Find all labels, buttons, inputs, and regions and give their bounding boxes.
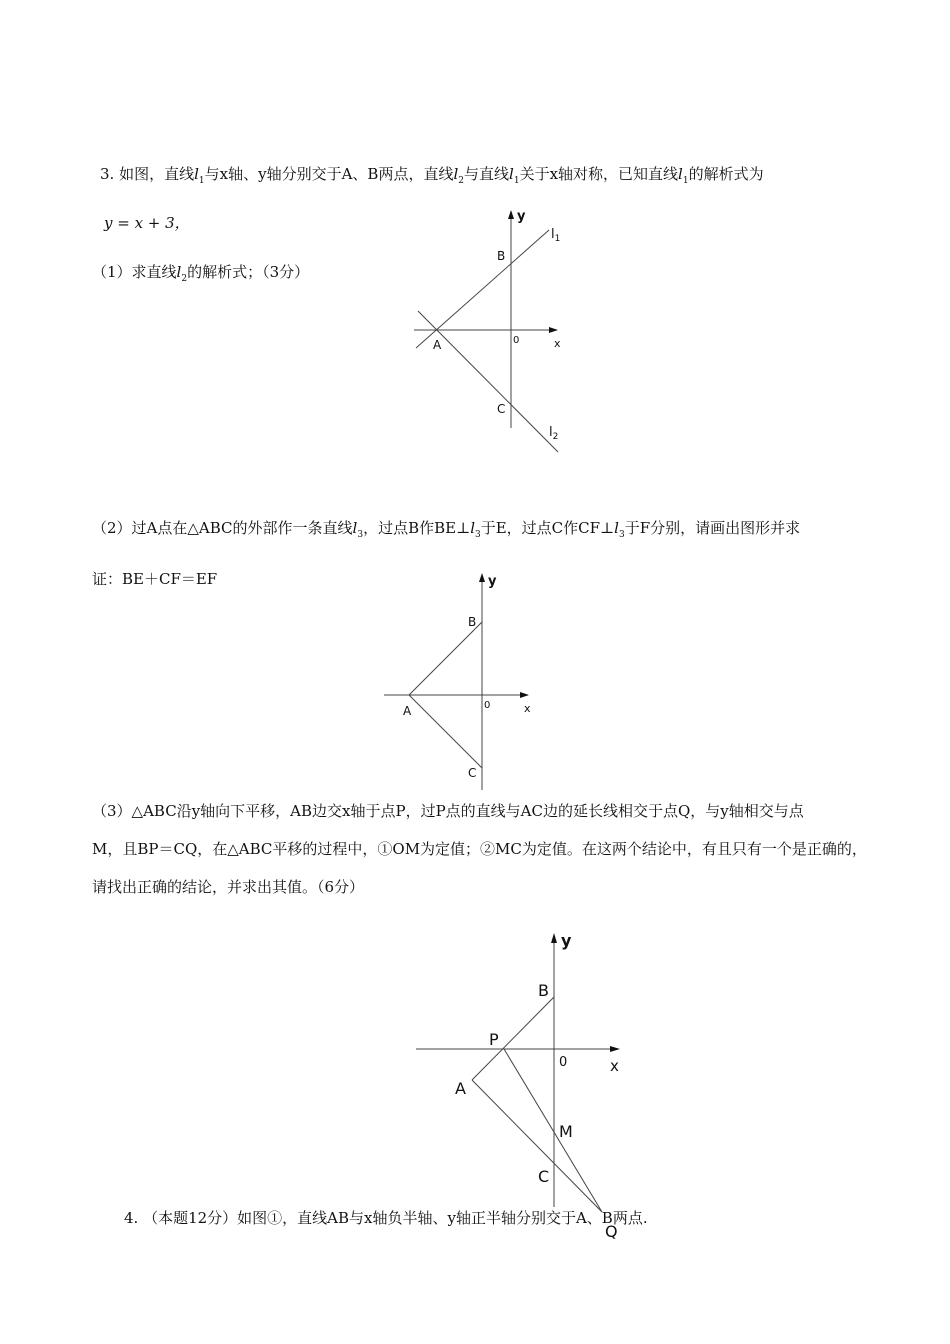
x-arrow: [610, 1046, 620, 1052]
point-b-label: B: [468, 615, 477, 629]
question-3-line-1: （3）△ABC沿y轴向下平移，AB边交x轴于点P，过P点的直线与AC边的延长线相交于点Q，与y轴相交与点: [92, 802, 804, 820]
point-a-label: A: [403, 704, 412, 718]
segment-pq: [504, 1049, 602, 1212]
question-3-line-2: M，且BP＝CQ，在△ABC平移的过程中，①OM为定值；②MC为定值。在这两个结论中，有且只有一个是正确的，: [92, 840, 867, 858]
problem-number: 3.: [100, 165, 115, 183]
point-q-label: Q: [605, 1222, 618, 1241]
question-2-line-2: 证：BE＋CF＝EF: [92, 570, 218, 588]
point-p-label: P: [489, 1030, 499, 1049]
point-b-label: B: [497, 249, 506, 263]
x-label: x: [524, 702, 531, 715]
point-c-label: C: [468, 766, 477, 780]
point-c-label: C: [497, 402, 506, 416]
y-label: y: [488, 574, 497, 589]
question-1: （1）求直线$l_2$的解析式；（3分）: [92, 263, 310, 284]
point-a-label: A: [433, 338, 442, 352]
segment-aq: [472, 1080, 602, 1212]
y-label: y: [561, 931, 572, 950]
origin-label: 0: [484, 700, 491, 711]
equation: y = x + 3，: [104, 214, 190, 232]
origin-label: 0: [559, 1055, 568, 1070]
point-c-label: C: [538, 1167, 550, 1186]
question-3-line-3: 请找出正确的结论，并求出其值。（6分）: [92, 878, 365, 896]
point-m-label: M: [559, 1122, 573, 1141]
l2-label: $l_2$: [549, 425, 559, 442]
segment-ab: [472, 997, 554, 1080]
question-2-line-1: （2）过A点在△ABC的外部作一条直线$l_3$，过点B作$BE\perp l_3$于E，过点C作$CF\perp l_3$于F分别，请画出图形并求: [92, 519, 801, 540]
x-label: x: [554, 337, 561, 350]
y-label: y: [517, 209, 526, 224]
problem3-intro: 3. 如图，直线$l_1$与x轴、y轴分别交于A、B两点，直线$l_2$与直线$l_1$关于x轴对称，已知直线$l_1$的解析式为: [100, 165, 764, 186]
point-a-label: A: [455, 1079, 466, 1098]
y-arrow: [551, 933, 557, 943]
point-b-label: B: [538, 981, 549, 1000]
x-label: x: [610, 1057, 619, 1075]
problem4-text: 4. （本题12分）如图①，直线AB与x轴负半轴、y轴正半轴分别交于A、B两点.: [124, 1209, 648, 1227]
origin-label: 0: [513, 335, 520, 346]
l1-label: $l_1$: [551, 227, 561, 244]
